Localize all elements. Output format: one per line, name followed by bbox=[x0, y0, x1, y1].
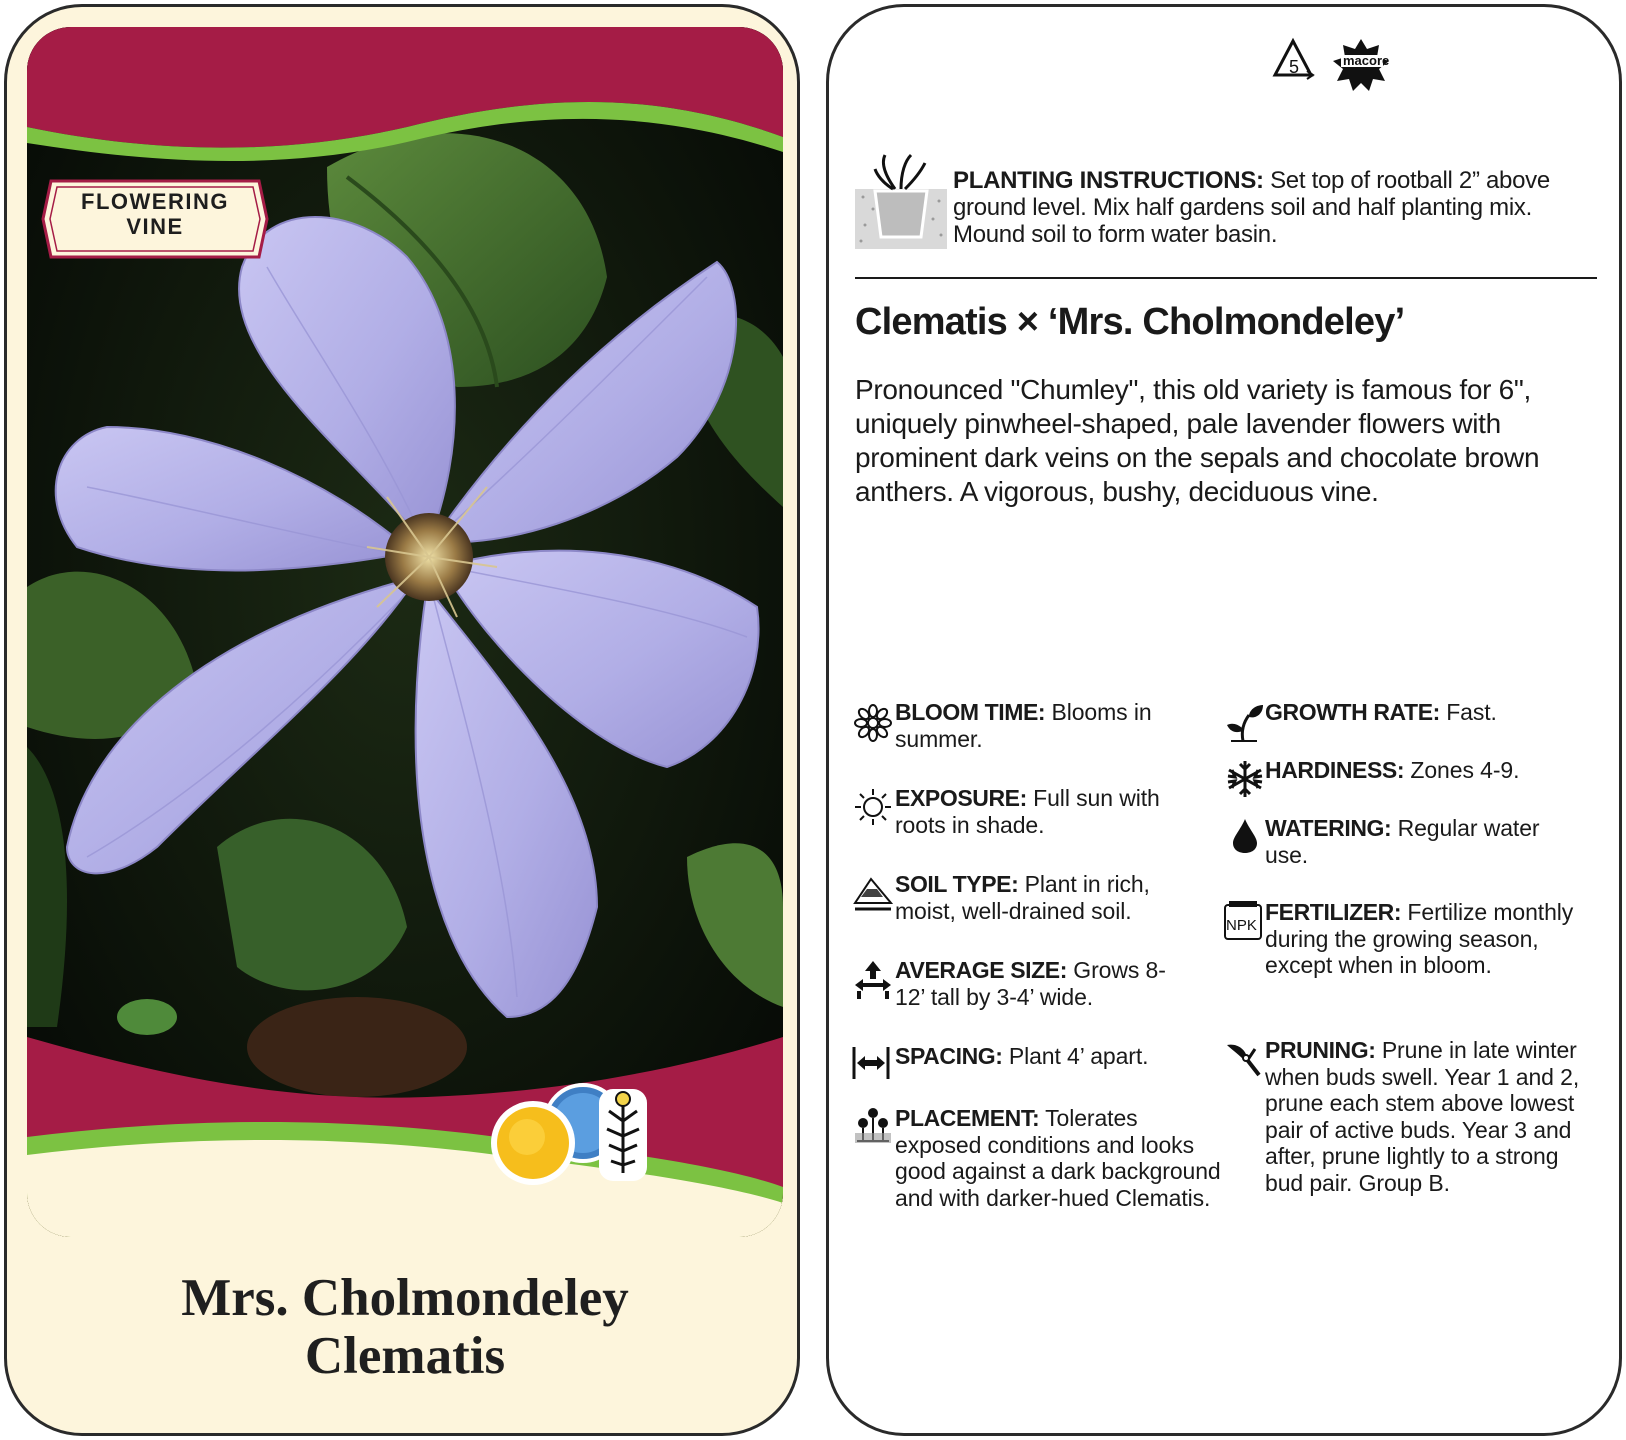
water-drop-icon bbox=[1225, 815, 1265, 855]
attr-label: EXPOSURE: bbox=[895, 785, 1027, 811]
attr-text: Regular water use. bbox=[1265, 815, 1540, 868]
butterfly-plant-icon bbox=[599, 1089, 647, 1181]
attr-label: PRUNING: bbox=[1265, 1037, 1376, 1063]
recycling-logos bbox=[1269, 35, 1409, 95]
attr-label: AVERAGE SIZE: bbox=[895, 957, 1068, 983]
botanical-name: Clematis × ‘Mrs. Cholmondeley’ bbox=[855, 301, 1405, 343]
back-card bbox=[826, 4, 1622, 1436]
sun-outline-icon bbox=[853, 787, 893, 827]
npk-text: NPK bbox=[1226, 917, 1257, 934]
sun-icon bbox=[491, 1101, 575, 1185]
sprout-icon bbox=[1225, 703, 1265, 743]
attr-text: Fertilize monthly during the growing season, except when in bloom. bbox=[1265, 899, 1574, 978]
attr-label: HARDINESS: bbox=[1265, 757, 1405, 783]
front-card bbox=[4, 4, 800, 1436]
plant-description: Pronounced "Chumley", this old variety is famous for 6", uniquely pinwheel-shaped, pale lavender flowers with prominent dark veins on the sepals and chocolate brown anthers. A vigorous, bushy, deciduous vine. bbox=[855, 374, 1540, 507]
category-label: FLOWERING VINE bbox=[81, 189, 229, 239]
planting-pot-icon bbox=[855, 153, 947, 249]
common-name: Mrs. Cholmondeley Clematis bbox=[181, 1269, 629, 1385]
attr-text: Tolerates exposed conditions and looks good against a dark background and with darker-hued Clematis. bbox=[895, 1105, 1221, 1211]
category-badge bbox=[41, 177, 269, 261]
pruners-icon bbox=[1225, 1039, 1265, 1079]
snowflake-icon bbox=[1225, 759, 1265, 799]
pruning-info bbox=[1265, 1037, 1591, 1196]
attr-label: BLOOM TIME: bbox=[895, 699, 1046, 725]
recycle-number: 5 bbox=[1289, 57, 1300, 77]
growth-rate-info bbox=[1265, 699, 1585, 726]
macore-text: macore bbox=[1343, 53, 1390, 68]
npk-fertilizer-icon bbox=[1223, 901, 1263, 941]
attr-label: GROWTH RATE: bbox=[1265, 699, 1440, 725]
attr-text: Blooms in summer. bbox=[895, 699, 1152, 752]
attr-label: SOIL TYPE: bbox=[895, 871, 1019, 897]
attr-label: SPACING: bbox=[895, 1043, 1003, 1069]
planting-label: PLANTING INSTRUCTIONS: bbox=[953, 167, 1264, 194]
watering-info bbox=[1265, 815, 1585, 868]
exposure-info bbox=[895, 785, 1195, 838]
attr-text: Full sun with roots in shade. bbox=[895, 785, 1160, 838]
placement-plants-icon bbox=[853, 1105, 893, 1145]
planting-instructions bbox=[953, 167, 1593, 248]
attr-text: Plant in rich, moist, well-drained soil. bbox=[895, 871, 1150, 924]
exposure-icons bbox=[491, 1081, 651, 1191]
attr-label: FERTILIZER: bbox=[1265, 899, 1402, 925]
attr-text: Grows 8-12’ tall by 3-4’ wide. bbox=[895, 957, 1166, 1010]
average-size-info bbox=[895, 957, 1195, 1010]
planting-body: Set top of rootball 2” above ground level. Mix half gardens soil and half planting mix. Mound soil to form water basin. bbox=[953, 167, 1550, 248]
fertilizer-info bbox=[1265, 899, 1585, 979]
bloom-time-info bbox=[895, 699, 1195, 752]
placement-info bbox=[895, 1105, 1225, 1211]
divider bbox=[855, 277, 1597, 279]
attr-text: Fast. bbox=[1439, 699, 1497, 725]
size-arrows-icon bbox=[853, 959, 893, 999]
spacing-arrows-icon bbox=[851, 1043, 891, 1083]
attr-label: PLACEMENT: bbox=[895, 1105, 1040, 1131]
flower-icon bbox=[853, 703, 893, 743]
hardiness-info bbox=[1265, 757, 1585, 784]
attr-label: WATERING: bbox=[1265, 815, 1392, 841]
spacing-info bbox=[895, 1043, 1195, 1070]
attr-text: Plant 4’ apart. bbox=[1002, 1043, 1149, 1069]
attr-text: Zones 4-9. bbox=[1404, 757, 1520, 783]
soil-pile-icon bbox=[853, 873, 893, 913]
attr-text: Prune in late winter when buds swell. Year 1 and 2, prune each stem above lowest pair of active buds. Year 3 and after, prune lightly to a strong bud pair. Group B. bbox=[1265, 1037, 1580, 1196]
soil-type-info bbox=[895, 871, 1195, 924]
